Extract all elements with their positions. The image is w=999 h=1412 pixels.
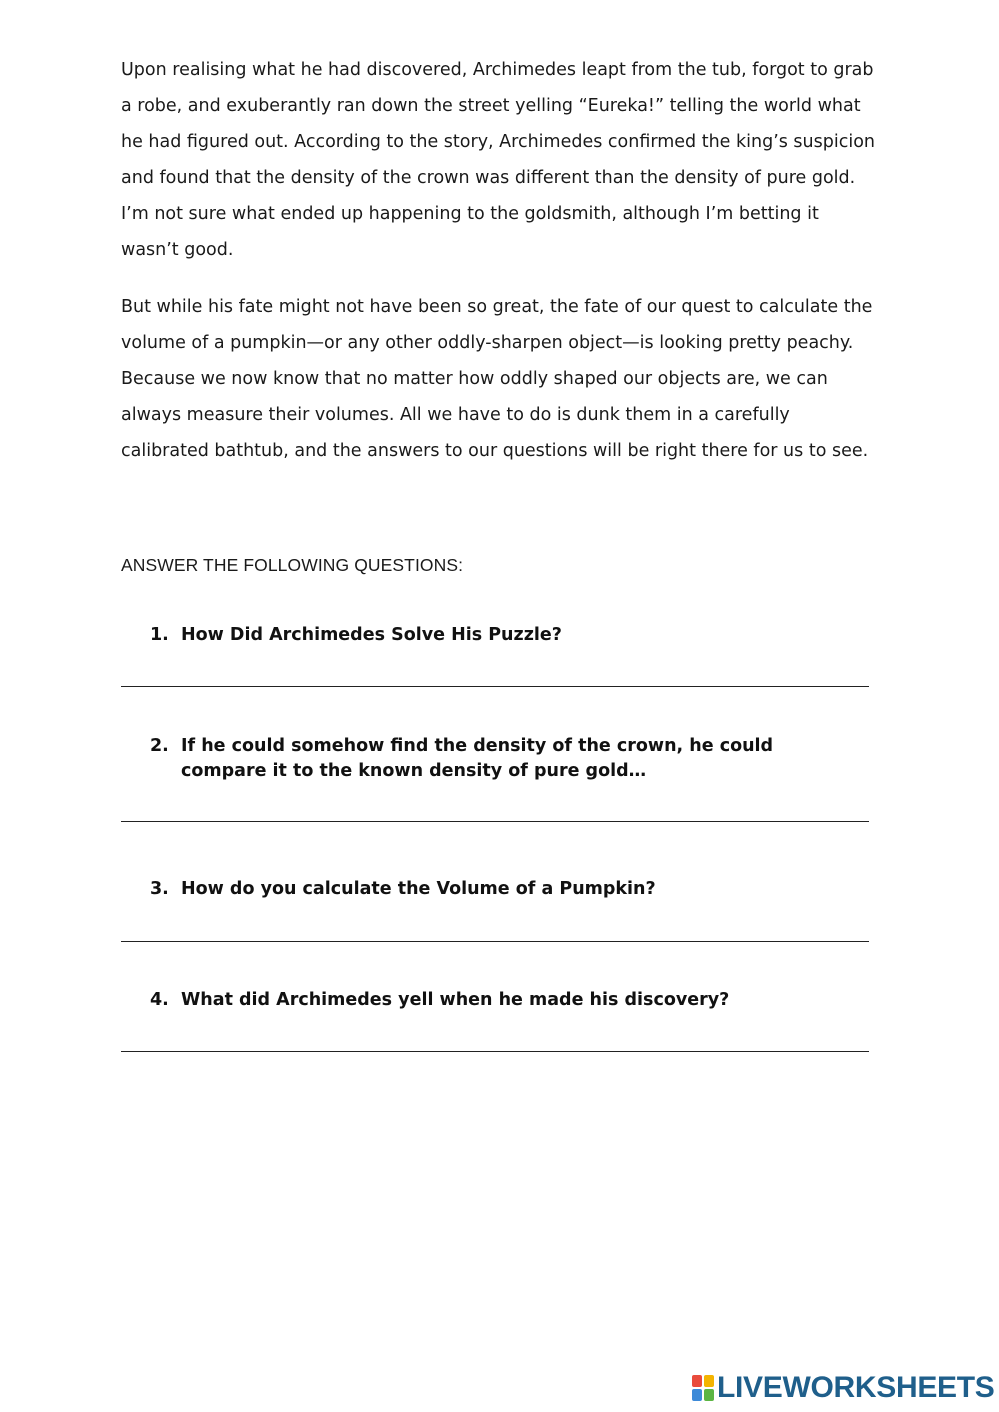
question-text: What did Archimedes yell when he made his discovery? [181, 990, 730, 1010]
answer-line-1[interactable] [121, 686, 869, 687]
question-text: How Did Archimedes Solve His Puzzle? [181, 625, 562, 645]
question-text: If he could somehow find the density of the crown, he could compare it to the known density of pure gold… [181, 736, 774, 781]
question-text: How do you calculate the Volume of a Pumpkin? [181, 879, 656, 899]
question-number: 3. [150, 879, 169, 899]
question-2 [150, 734, 830, 784]
answer-line-2[interactable] [121, 821, 869, 822]
answer-line-3[interactable] [121, 941, 869, 942]
question-1 [150, 623, 830, 648]
question-number: 2. [150, 736, 169, 756]
question-3 [150, 877, 830, 902]
questions-heading: ANSWER THE FOLLOWING QUESTIONS: [121, 555, 464, 575]
paragraph-archimedes-eureka: Upon realising what he had discovered, Archimedes leapt from the tub, forgot to grab a robe, and exuberantly ran down the street yelling “Eureka!” telling the world what he had figured out. According to the story, Archimedes confirmed the king’s suspicion and found that the density of the crown was different than the density of pure gold. I’m not sure what ended up happening to the goldsmith, although I’m betting it wasn’t good. [121, 60, 876, 260]
liveworksheets-logo[interactable] [692, 1372, 995, 1404]
paragraph-pumpkin-volume: But while his fate might not have been so great, the fate of our quest to calculate the volume of a pumpkin—or any other oddly-sharpen object—is looking pretty peachy. Because we now know that no matter how oddly shaped our objects are, we can always measure their volumes. All we have to do is dunk them in a carefully calibrated bathtub, and the answers to our questions will be right there for us to see. [121, 297, 873, 461]
question-number: 1. [150, 625, 169, 645]
liveworksheets-icon [692, 1375, 714, 1401]
question-4 [150, 988, 830, 1013]
question-number: 4. [150, 990, 169, 1010]
logo-text: LIVEWORKSHEETS [717, 1371, 995, 1404]
answer-line-4[interactable] [121, 1051, 869, 1052]
